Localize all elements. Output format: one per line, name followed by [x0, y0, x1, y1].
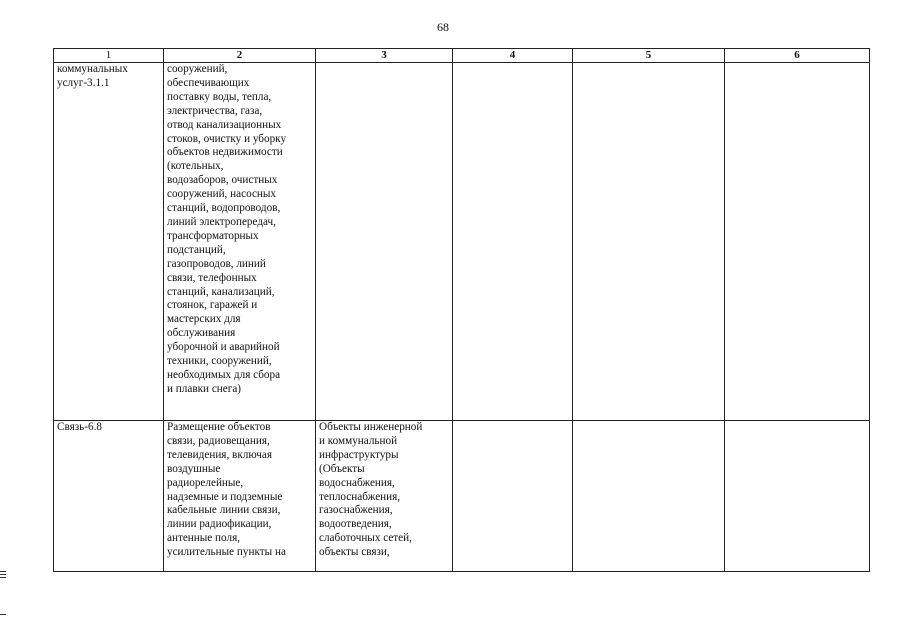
cell-text-line: сооружений, насосных: [167, 188, 277, 201]
cell-text-line: инфраструктуры: [319, 448, 399, 461]
table-cell-col-6: [725, 421, 870, 572]
cell-text-line: газоснабжения,: [319, 504, 393, 517]
column-header-4: 4: [453, 49, 573, 63]
table-cell-col-1: [54, 421, 164, 572]
cell-text-line: Связь-6.8: [57, 421, 102, 433]
cell-text-line: обеспечивающих: [167, 76, 250, 89]
cell-text-line: станций, водопроводов,: [167, 202, 281, 215]
table-cell-col-5: [573, 63, 725, 421]
cell-text-line: антенные поля,: [167, 532, 241, 545]
cell-text-line: водозаборов, очистных: [167, 174, 278, 187]
cell-text-line: связи, радиовещания,: [167, 434, 270, 447]
cell-text-line: необходимых для сбора: [167, 368, 281, 381]
cell-text-line: объекты связи,: [319, 546, 390, 559]
table-row: [54, 421, 870, 572]
cell-text-line: усилительные пункты на: [167, 546, 286, 559]
cell-text-line: (котельных,: [167, 160, 224, 173]
cell-text-line: коммунальных: [57, 63, 128, 75]
cell-text-line: линий электропередач,: [167, 215, 276, 228]
margin-mark: [0, 574, 6, 575]
cell-text-line: техники, сооружений,: [167, 355, 272, 368]
table-cell-col-2: [164, 63, 316, 421]
cell-text-line: мастерских для: [167, 313, 241, 326]
margin-mark: [0, 577, 6, 578]
cell-text-line: (Объекты: [319, 462, 365, 475]
cell-text-line: станций, канализаций,: [167, 285, 275, 298]
cell-text-line: теплоснабжения,: [319, 490, 401, 503]
cell-text-line: и коммунальной: [319, 434, 398, 447]
cell-text-line: водоснабжения,: [319, 476, 395, 489]
land-use-table: [53, 48, 870, 572]
cell-text-line: обслуживания: [167, 327, 236, 340]
table-cell-col-4: [453, 63, 573, 421]
cell-text-line: радиорелейные,: [167, 476, 244, 489]
cell-text-line: сооружений,: [167, 63, 228, 75]
page-number: 68: [437, 20, 449, 34]
table-cell-col-2: [164, 421, 316, 572]
cell-text-line: связи, телефонных: [167, 271, 257, 284]
cell-text-line: и плавки снега): [167, 382, 242, 395]
cell-text-line: Размещение объектов: [167, 421, 271, 433]
column-header-3: 3: [316, 49, 453, 63]
cell-text-line: поставку воды, тепла,: [167, 90, 272, 103]
margin-mark: [0, 614, 6, 615]
column-header-6: 6: [725, 49, 870, 63]
cell-text-line: услуг-3.1.1: [57, 76, 110, 89]
cell-text-line: Объекты инженерной: [319, 421, 423, 433]
cell-text-line: надземные и подземные: [167, 490, 283, 503]
cell-text-line: уборочной и аварийной: [167, 341, 280, 354]
column-header-5: 5: [573, 49, 725, 63]
cell-text-line: трансформаторных: [167, 229, 259, 242]
cell-text-line: стоков, очистку и уборку: [167, 132, 287, 145]
cell-text-line: телевидения, включая: [167, 448, 273, 461]
cell-text-line: воздушные: [167, 462, 221, 475]
cell-text-line: слаботочных сетей,: [319, 532, 412, 545]
table-cell-col-3: [316, 63, 453, 421]
cell-text-line: отвод канализационных: [167, 118, 282, 131]
table-cell-col-6: [725, 63, 870, 421]
cell-text-line: кабельные линии связи,: [167, 504, 281, 517]
cell-text-line: электричества, газа,: [167, 104, 263, 117]
cell-text-line: водоотведения,: [319, 518, 392, 531]
margin-mark: [0, 571, 6, 572]
table-row: [54, 63, 870, 421]
table-cell-col-5: [573, 421, 725, 572]
table-cell-col-3: [316, 421, 453, 572]
cell-text-line: газопроводов, линий: [167, 257, 266, 270]
cell-text-line: объектов недвижимости: [167, 146, 283, 159]
cell-text-line: линии радиофикации,: [167, 518, 272, 531]
table-cell-col-1: [54, 63, 164, 421]
cell-text-line: подстанций,: [167, 243, 226, 256]
cell-text-line: стоянок, гаражей и: [167, 299, 258, 312]
column-header-1: 1: [54, 49, 164, 63]
column-header-2: 2: [164, 49, 316, 63]
table-header-row: [54, 49, 870, 63]
table-cell-col-4: [453, 421, 573, 572]
